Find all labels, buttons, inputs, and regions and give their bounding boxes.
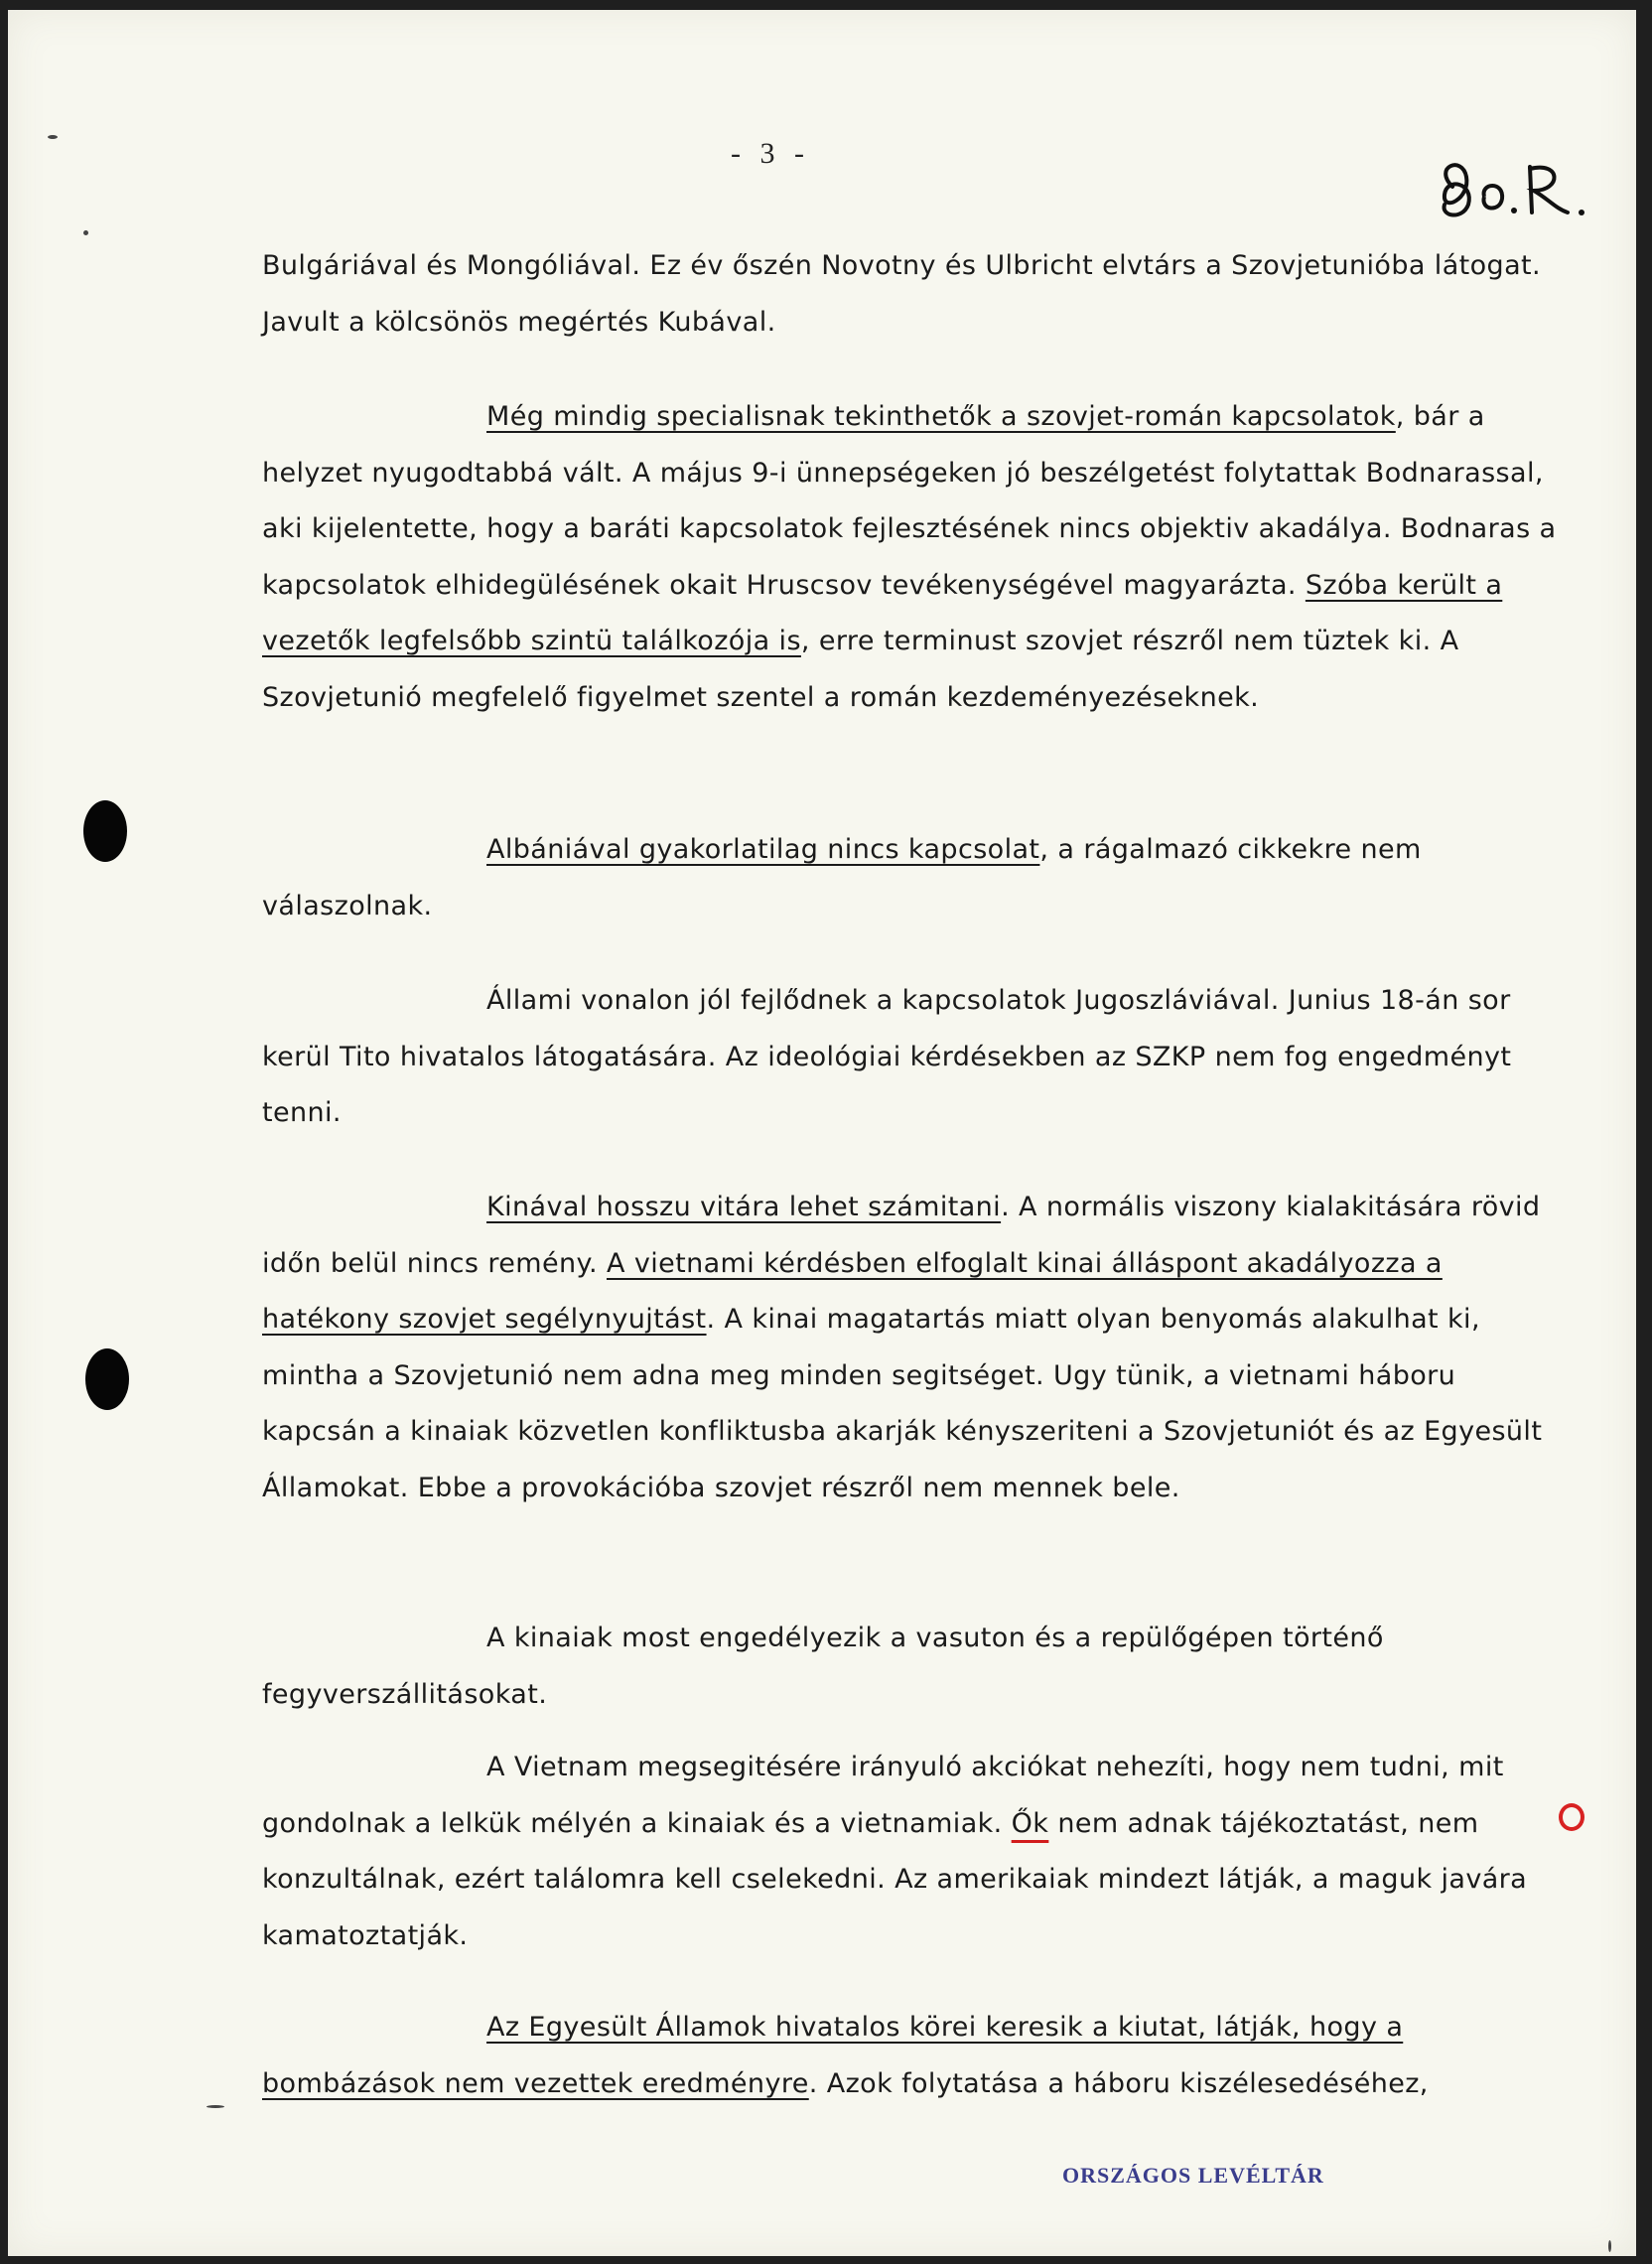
scan-speck	[1608, 2240, 1611, 2252]
underlined-text: Ők	[1011, 1807, 1049, 1839]
paragraph-text: Állami vonalon jól fejlődnek a kapcsolatok Jugoszláviával. Junius 18-án sor kerül Tito hivatalos látogatására. Az ideológiai kérdésekben az SZKP nem fog engedményt tenni.	[262, 985, 1512, 1128]
paragraph-4	[262, 973, 1569, 1142]
archive-stamp: ORSZÁGOS LEVÉLTÁR	[1062, 2163, 1324, 2188]
paragraph-6	[262, 1611, 1569, 1723]
paragraph-text: . A normális viszony kialakitására rövid időn belül nincs remény.	[262, 1192, 1541, 1279]
paragraph-text: , a rágalmazó cikkekre nem válaszolnak.	[262, 834, 1422, 921]
underlined-text: Még mindig specialisnak tekinthetők a szovjet-román kapcsolatok	[486, 401, 1396, 432]
paragraph-text: Bulgáriával és Mongóliával. Ez év őszén Novotny és Ulbricht elvtárs a Szovjetunióba látogat. Javult a kölcsönös megértés Kubával.	[262, 250, 1542, 338]
underlined-text: Kinával hosszu vitára lehet számitani	[486, 1192, 1002, 1222]
red-circle-mark	[1559, 1803, 1584, 1831]
paragraph-text: A Vietnam megsegitésére irányuló akciókat nehezíti, hogy nem tudni, mit gondolnak a lelkük mélyén a kinaiak és a vietnamiak.	[262, 1752, 1504, 1839]
paragraph-3	[262, 822, 1569, 934]
paragraph-text: nem adnak tájékoztatást, nem konzultálnak, ezért találomra kell cselekedni. Az amerikaiak mindezt látják, a maguk javára kamatoztatják.	[262, 1807, 1528, 1951]
paragraph-text: . A kinai magatartás miatt olyan benyomás alakulhat ki, mintha a Szovjetunió nem adna meg minden segitséget. Ugy tünik, a vietnami háboru kapcsán a kinaiak közvetlen konfliktusba akarják kényszeriteni a Szovjetuniót és az Egyesült Államokat. Ebbe a provokációba szovjet részről nem mennek bele.	[262, 1304, 1543, 1503]
page-number: - 3 -	[731, 137, 810, 170]
scan-speck	[83, 230, 88, 235]
punch-hole-top	[83, 800, 127, 862]
underlined-text: Szóba került a vezetők legfelsőbb szintü találkozója is	[262, 569, 1503, 656]
handwritten-note	[1423, 147, 1601, 226]
paragraph-text: , erre terminust szovjet részről nem tüztek ki. A Szovjetunió megfelelő figyelmet szentel a román kezdeményezéseknek.	[262, 626, 1459, 713]
underlined-text: Albániával gyakorlatilag nincs kapcsolat	[486, 834, 1040, 865]
punch-hole-bottom	[85, 1348, 129, 1410]
paragraph-text: , bár a helyzet nyugodtabbá vált. A május 9-i ünnepségeken jó beszélgetést folytattak Bodnarassal, aki kijelentette, hogy a baráti kapcsolatok fejlesztésének nincs objektiv akadálya. Bodnaras a kapcsolatok elhidegülésének okait Hruscsov tevékenységével magyarázta.	[262, 401, 1557, 601]
paragraph-text: A kinaiak most engedélyezik a vasuton és a repülőgépen történő fegyverszállitásokat.	[262, 1623, 1384, 1710]
paragraph-2	[262, 389, 1569, 726]
paragraph-8	[262, 2000, 1569, 2112]
scan-speck	[48, 135, 58, 139]
paragraph-5	[262, 1180, 1569, 1516]
paragraph-7	[262, 1740, 1543, 1964]
paragraph-text: . Azok folytatása a háboru kiszélesedéséhez,	[808, 2067, 1429, 2099]
underlined-text: Az Egyesült Államok hivatalos körei keresik a kiutat, látják, hogy a bombázások nem vezettek eredményre	[262, 2012, 1404, 2099]
scan-speck	[206, 2105, 224, 2108]
paragraph-1	[262, 238, 1569, 351]
document-page	[8, 10, 1636, 2256]
underlined-text: A vietnami kérdésben elfoglalt kinai álláspont akadályozza a hatékony szovjet segélynyujtást	[262, 1247, 1443, 1335]
